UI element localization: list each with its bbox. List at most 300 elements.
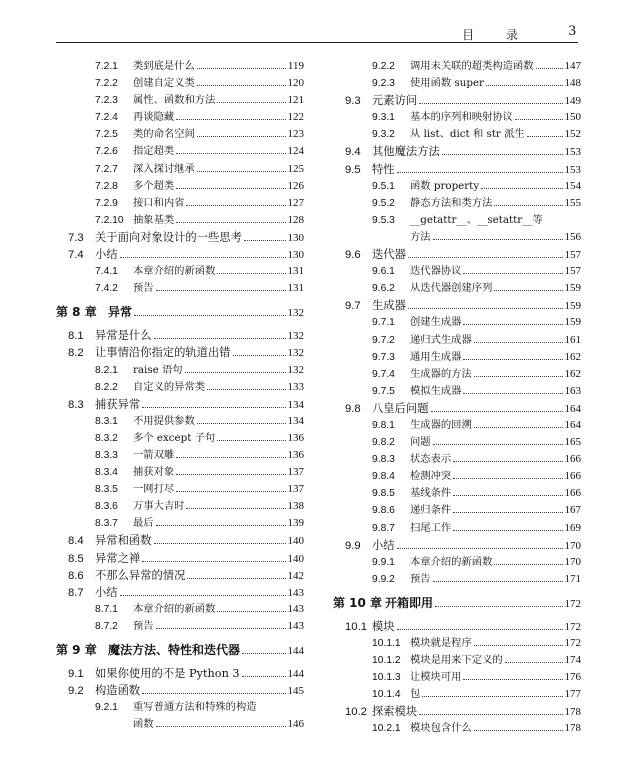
toc-entry[interactable] <box>333 143 581 160</box>
entry-page: 123 <box>287 128 304 141</box>
toc-entry[interactable] <box>56 58 304 75</box>
entry-line <box>333 571 581 588</box>
toc-entry[interactable] <box>333 366 581 383</box>
dot-leader <box>408 257 563 258</box>
entry-title: 类到底是什么 <box>133 60 195 72</box>
entry-number: 8.2.2 <box>95 381 118 393</box>
entry-number: 10.1.2 <box>372 655 401 667</box>
toc-entry[interactable] <box>56 682 304 699</box>
dot-leader <box>217 273 285 274</box>
entry-number: 9.9.2 <box>372 573 395 585</box>
entry-line <box>333 229 581 246</box>
entry-page: 169 <box>564 521 581 534</box>
toc-entry[interactable] <box>56 447 304 464</box>
entry-page: 132 <box>287 330 304 343</box>
toc-entry[interactable] <box>56 280 304 297</box>
toc-entry[interactable] <box>333 652 581 669</box>
entry-number: 10.1.4 <box>372 689 401 701</box>
entry-title: 万事大吉时 <box>133 500 185 513</box>
entry-page: 162 <box>564 350 581 363</box>
toc-entry[interactable] <box>333 618 581 635</box>
toc-entry[interactable] <box>56 618 304 635</box>
entry-title: 异常之禅 <box>95 551 141 565</box>
dot-leader <box>527 136 563 137</box>
toc-entry[interactable] <box>56 92 304 109</box>
toc-entry[interactable] <box>333 126 581 143</box>
dot-leader <box>515 119 563 120</box>
entry-page: 167 <box>564 504 581 517</box>
entry-title: 元素访问 <box>372 94 418 108</box>
dot-leader <box>431 411 563 412</box>
entry-line <box>56 447 304 464</box>
toc-entry[interactable] <box>333 669 581 686</box>
entry-page: 136 <box>287 448 304 461</box>
dot-leader <box>217 611 285 612</box>
entry-page: 145 <box>287 685 304 698</box>
dot-leader <box>463 679 562 680</box>
toc-entry[interactable] <box>333 400 581 417</box>
entry-line <box>333 178 581 195</box>
entry-title: 魔法方法、特性和迭代器 <box>108 643 241 657</box>
toc-entry[interactable] <box>56 161 304 178</box>
entry-title: 扫尾工作 <box>410 521 452 534</box>
dot-leader <box>186 508 285 509</box>
dot-leader <box>474 376 563 377</box>
entry-number: 9.2.2 <box>372 61 395 72</box>
toc-entry[interactable] <box>56 532 304 549</box>
entry-line <box>56 567 304 585</box>
dot-leader <box>186 205 285 206</box>
entry-page: 131 <box>287 282 304 295</box>
toc-entry[interactable] <box>333 537 581 554</box>
toc-entry[interactable] <box>333 686 581 703</box>
entry-title: 重写普通方法和特殊的构造 <box>133 701 257 714</box>
entry-title: 属性、函数和方法 <box>133 94 216 107</box>
entry-line <box>333 195 581 212</box>
toc-entry[interactable] <box>333 635 581 652</box>
entry-page: 166 <box>564 470 581 483</box>
dot-leader <box>156 290 286 291</box>
toc-entry[interactable] <box>333 314 581 331</box>
entry-line <box>56 498 304 515</box>
dot-leader <box>481 188 562 189</box>
entry-title: 异常 <box>108 305 133 320</box>
entry-page: 170 <box>564 555 581 568</box>
toc-entry[interactable] <box>333 417 581 434</box>
entry-page: 146 <box>287 718 304 731</box>
toc-entry[interactable] <box>56 413 304 430</box>
entry-line <box>333 652 581 669</box>
entry-page: 132 <box>287 307 304 320</box>
dot-leader <box>463 324 562 325</box>
entry-number: 8.3.3 <box>95 449 118 461</box>
entry-page: 178 <box>564 722 581 735</box>
entry-number: 第 8 章 <box>56 305 97 320</box>
dot-leader <box>419 103 562 104</box>
toc-entry[interactable] <box>56 362 304 379</box>
running-header <box>56 20 578 43</box>
entry-title: 最后 <box>133 517 154 530</box>
entry-title: 关于面向对象设计的一些思考 <box>95 230 242 244</box>
dot-leader <box>142 561 285 562</box>
entry-number: 9.6.2 <box>372 283 395 295</box>
dot-leader <box>474 730 563 731</box>
toc-entry[interactable] <box>333 297 581 314</box>
toc-entry[interactable] <box>333 502 581 519</box>
entry-page: 153 <box>564 163 581 176</box>
entry-line <box>56 481 304 498</box>
dot-leader <box>233 355 286 356</box>
entry-number: 9.2.3 <box>372 78 395 90</box>
toc-entry[interactable] <box>56 481 304 498</box>
entry-page: 137 <box>287 483 304 496</box>
entry-title: 其他魔法方法 <box>372 145 440 159</box>
toc-entry[interactable] <box>56 379 304 396</box>
dot-leader <box>187 578 285 579</box>
toc-left-column <box>56 58 304 733</box>
entry-line <box>333 468 581 485</box>
entry-number: 9.7.3 <box>372 351 395 363</box>
entry-title: 生成器的回溯 <box>410 418 472 431</box>
dot-leader <box>494 205 562 206</box>
entry-number: 9.4 <box>345 146 361 159</box>
entry-title: 静态方法和类方法 <box>410 196 493 209</box>
toc-entry[interactable] <box>56 601 304 618</box>
entry-line <box>56 396 304 414</box>
chapter-entry[interactable] <box>56 297 304 327</box>
toc-entry[interactable] <box>333 75 581 92</box>
entry-line <box>56 665 304 683</box>
dot-leader <box>154 338 286 339</box>
toc-entry[interactable] <box>56 327 304 344</box>
entry-title: 模块包含什么 <box>410 722 472 735</box>
toc-entry[interactable] <box>333 383 581 400</box>
entry-page: 132 <box>287 347 304 360</box>
entry-page: 133 <box>287 380 304 393</box>
entry-number: 9.5.3 <box>372 214 395 226</box>
entry-number: 9.7.2 <box>372 334 395 346</box>
toc-entry[interactable] <box>56 396 304 413</box>
dot-leader <box>494 564 562 565</box>
entry-line <box>56 430 304 447</box>
entry-page: 136 <box>287 431 304 444</box>
entry-page: 121 <box>287 94 304 107</box>
toc-entry[interactable] <box>56 143 304 160</box>
dot-leader <box>474 342 563 343</box>
entry-title: 预告 <box>133 282 154 295</box>
dot-leader <box>453 495 562 496</box>
toc-entry[interactable] <box>56 464 304 481</box>
dot-leader <box>433 239 563 240</box>
entry-line <box>333 143 581 161</box>
entry-number: 8.6 <box>68 569 84 582</box>
entry-number: 7.2.8 <box>95 180 118 192</box>
toc-entry[interactable] <box>56 126 304 143</box>
entry-number: 10.2 <box>345 706 367 719</box>
toc-entry[interactable] <box>333 109 581 126</box>
toc-entry[interactable] <box>333 571 581 588</box>
entry-title: 函数 property <box>410 179 480 192</box>
entry-number: 8.7.1 <box>95 603 118 615</box>
entry-page: 165 <box>564 436 581 449</box>
entry-line <box>56 126 304 143</box>
entry-page: 148 <box>564 77 581 90</box>
entry-line <box>333 686 581 703</box>
entry-number: 第 9 章 <box>56 643 97 657</box>
toc-entry[interactable] <box>56 212 304 229</box>
entry-line <box>333 92 581 110</box>
entry-number: 7.2.1 <box>95 61 118 72</box>
dot-leader <box>486 85 563 86</box>
dot-leader <box>397 172 563 173</box>
toc-entry[interactable] <box>333 485 581 502</box>
entry-title: 一网打尽 <box>133 483 175 496</box>
entry-line <box>333 434 581 451</box>
entry-page: 126 <box>287 179 304 192</box>
entry-title: 通用生成器 <box>410 350 462 363</box>
toc-entry[interactable] <box>56 430 304 447</box>
entry-title: 模块是用来下定义的 <box>410 654 503 667</box>
dot-leader <box>154 543 286 544</box>
entry-line <box>56 229 304 247</box>
entry-page: 127 <box>287 196 304 209</box>
toc-entry[interactable] <box>333 434 581 451</box>
dot-leader <box>176 188 285 189</box>
entry-page: 159 <box>564 300 581 313</box>
dot-leader <box>176 474 285 475</box>
toc-entry[interactable] <box>56 178 304 195</box>
entry-page: 172 <box>564 597 581 610</box>
entry-page: 156 <box>564 230 581 243</box>
entry-title: 不用提供参数 <box>133 414 195 427</box>
entry-page: 159 <box>564 316 581 329</box>
entry-page: 142 <box>287 569 304 582</box>
toc-entry[interactable] <box>333 195 581 212</box>
entry-number: 9.6.1 <box>372 266 395 278</box>
dot-leader <box>463 359 562 360</box>
entry-page: 172 <box>564 637 581 649</box>
entry-line <box>56 550 304 568</box>
dot-leader <box>242 676 286 677</box>
entry-number: 10.1.1 <box>372 638 401 649</box>
entry-line <box>333 400 581 418</box>
entry-page: 157 <box>564 249 581 262</box>
entry-line <box>56 584 304 602</box>
entry-title: 递归条件 <box>410 504 452 517</box>
toc-entry[interactable] <box>333 720 581 737</box>
entry-line <box>333 263 581 280</box>
toc-entry[interactable] <box>56 246 304 263</box>
entry-line <box>56 618 304 635</box>
entry-line <box>56 464 304 481</box>
toc-entry[interactable] <box>333 468 581 485</box>
entry-title: 问题 <box>410 436 431 449</box>
entry-title: 自定义的异常类 <box>133 380 206 393</box>
entry-line <box>56 75 304 92</box>
entry-line <box>333 58 581 75</box>
toc-entry[interactable] <box>56 498 304 515</box>
entry-title: 本章介绍的新函数 <box>133 602 216 615</box>
toc-entry[interactable] <box>333 332 581 349</box>
entry-number: 8.7.2 <box>95 620 118 632</box>
dot-leader <box>419 714 562 715</box>
dot-leader <box>217 102 285 103</box>
toc-entry[interactable] <box>333 280 581 297</box>
entry-page: 143 <box>287 602 304 615</box>
entry-page: 125 <box>287 162 304 175</box>
toc-entry[interactable] <box>333 451 581 468</box>
toc-entry[interactable] <box>56 665 304 682</box>
entry-title: 开箱即用 <box>385 595 434 610</box>
entry-page: 137 <box>287 466 304 479</box>
entry-page: 120 <box>287 77 304 90</box>
dot-leader <box>474 645 563 646</box>
toc-entry[interactable] <box>333 703 581 720</box>
chapter-entry[interactable] <box>56 635 304 665</box>
entry-title: 生成器的方法 <box>410 367 472 380</box>
dot-leader <box>536 68 563 69</box>
entry-number: 9.6 <box>345 249 361 262</box>
toc-entry[interactable] <box>56 344 304 361</box>
entry-number: 8.3.6 <box>95 501 118 513</box>
entry-page: 149 <box>564 95 581 108</box>
entry-number: 8.3 <box>68 398 84 411</box>
entry-page: 161 <box>564 333 581 346</box>
entry-title: 检测冲突 <box>410 470 452 483</box>
toc-entry[interactable] <box>56 195 304 212</box>
entry-number: 9.8.4 <box>372 471 395 483</box>
dot-leader <box>197 85 286 86</box>
entry-line <box>56 280 304 297</box>
entry-page: 138 <box>287 500 304 513</box>
toc-entry[interactable] <box>56 109 304 126</box>
entry-number: 8.7 <box>68 586 84 599</box>
entry-title: 接口和内省 <box>133 196 185 209</box>
dot-leader <box>474 427 563 428</box>
entry-title: 小结 <box>95 585 118 599</box>
entry-page: 155 <box>564 196 581 209</box>
entry-line <box>56 601 304 618</box>
toc-entry[interactable] <box>56 699 304 733</box>
toc-entry[interactable] <box>333 349 581 366</box>
entry-line <box>56 161 304 178</box>
entry-number: 8.2.1 <box>95 364 118 376</box>
entry-number: 10.2.1 <box>372 723 401 735</box>
dot-leader <box>176 457 285 458</box>
toc-entry[interactable] <box>56 229 304 246</box>
toc-entry[interactable] <box>333 520 581 537</box>
dot-leader <box>156 628 286 629</box>
entry-number: 9.9.1 <box>372 556 395 568</box>
entry-title: 本章介绍的新函数 <box>133 265 216 278</box>
toc-entry[interactable] <box>56 550 304 567</box>
toc-entry[interactable] <box>56 515 304 532</box>
entry-line <box>56 178 304 195</box>
entry-page: 139 <box>287 517 304 530</box>
entry-number: 7.2.6 <box>95 146 118 158</box>
entry-title: 生成器 <box>372 299 406 313</box>
toc-entry[interactable] <box>333 161 581 178</box>
entry-number: 7.2.5 <box>95 129 118 141</box>
entry-number: 9.1 <box>68 668 84 680</box>
entry-number: 9.8.2 <box>372 437 395 449</box>
chapter-entry[interactable] <box>333 588 581 618</box>
toc-entry[interactable] <box>333 212 581 246</box>
entry-line <box>333 161 581 179</box>
entry-line <box>56 304 304 321</box>
entry-page: 130 <box>287 249 304 262</box>
entry-line <box>333 485 581 502</box>
entry-number: 8.3.2 <box>95 432 118 444</box>
entry-title: 捕获异常 <box>95 397 141 411</box>
entry-number: 7.2.10 <box>95 214 124 226</box>
entry-line <box>333 618 581 636</box>
entry-line <box>56 362 304 379</box>
entry-number: 10.1 <box>345 620 367 633</box>
toc-entry[interactable] <box>56 263 304 280</box>
dot-leader <box>156 726 286 727</box>
dot-leader <box>433 581 563 582</box>
entry-title: 深入探讨继承 <box>133 162 195 175</box>
entry-title: 异常和函数 <box>95 534 152 548</box>
entry-line <box>56 515 304 532</box>
entry-title: 不那么异常的情况 <box>95 568 186 582</box>
entry-number: 9.3.2 <box>372 129 395 141</box>
entry-title: 八皇后问题 <box>372 401 429 415</box>
dot-leader <box>142 693 285 694</box>
dot-leader <box>207 389 285 390</box>
dot-leader <box>120 257 286 258</box>
entry-title: 抽象基类 <box>133 213 175 226</box>
dot-leader <box>397 629 563 630</box>
entry-page: 157 <box>564 265 581 278</box>
entry-title: 递归式生成器 <box>410 333 472 346</box>
entry-page: 130 <box>287 231 304 244</box>
toc-entry[interactable] <box>56 75 304 92</box>
entry-number: 7.4 <box>68 249 84 262</box>
entry-title: 异常是什么 <box>95 329 152 343</box>
entry-line <box>333 502 581 519</box>
entry-line <box>333 332 581 349</box>
entry-title: 迭代器 <box>372 248 406 262</box>
dot-leader <box>142 407 285 408</box>
toc-entry[interactable] <box>333 58 581 75</box>
entry-page: 171 <box>564 572 581 585</box>
dot-leader <box>397 548 563 549</box>
entry-line <box>56 92 304 109</box>
entry-title: 包 <box>410 688 421 701</box>
toc-entry[interactable] <box>333 178 581 195</box>
toc-entry[interactable] <box>56 567 304 584</box>
dot-leader <box>408 308 563 309</box>
dot-leader <box>422 696 562 697</box>
dot-leader <box>197 68 286 69</box>
entry-number: 8.3.5 <box>95 484 118 496</box>
toc-entry[interactable] <box>333 92 581 109</box>
toc-entry[interactable] <box>333 246 581 263</box>
dot-leader <box>453 530 562 531</box>
entry-title: 模块就是程序 <box>410 637 472 649</box>
toc-entry[interactable] <box>333 554 581 571</box>
dot-leader <box>197 136 286 137</box>
entry-title: 构造函数 <box>95 684 141 698</box>
toc-entry[interactable] <box>56 584 304 601</box>
entry-number: 7.2.7 <box>95 163 118 175</box>
toc-entry[interactable] <box>333 263 581 280</box>
entry-title: 多个超类 <box>133 179 175 192</box>
entry-page: 134 <box>287 414 304 427</box>
entry-number: 8.2 <box>68 347 84 360</box>
